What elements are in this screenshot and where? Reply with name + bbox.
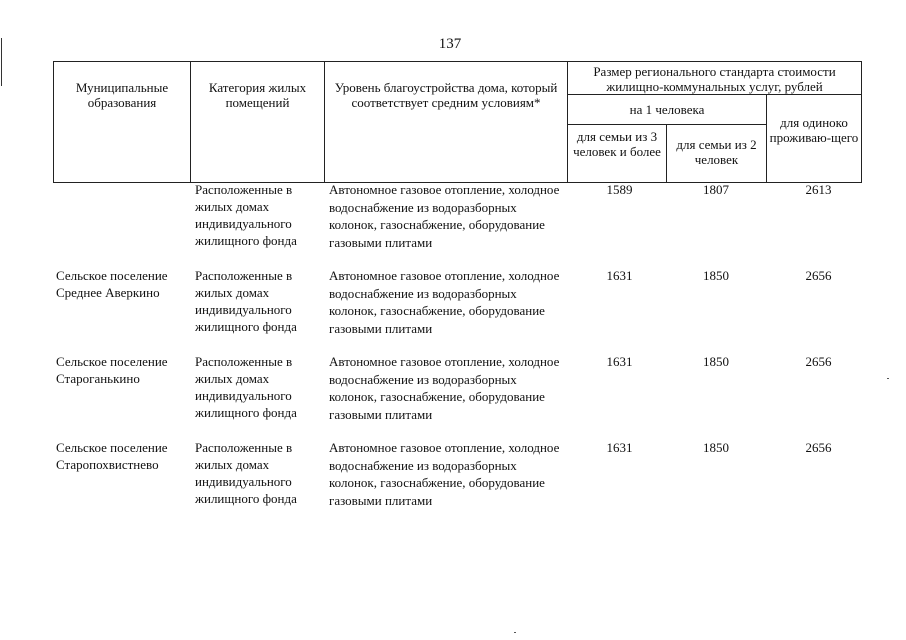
cell-category: Расположенные в жилых домах индивидуального жилищного фонда <box>195 182 297 248</box>
cell-single: 2613 <box>805 182 832 197</box>
cell-single: 2656 <box>805 354 832 369</box>
table-header <box>53 61 862 183</box>
header-family3: для семьи из 3 человек и более <box>568 125 667 183</box>
cell-municipality <box>53 181 190 267</box>
cell-family2: 1850 <box>703 268 729 283</box>
header-municipality: Муниципальные образования <box>54 62 191 183</box>
table-row <box>53 353 861 439</box>
cell-family3: 1631 <box>606 440 633 455</box>
cell-family2: 1850 <box>703 440 729 455</box>
cell-family3: 1631 <box>606 268 633 283</box>
cell-municipality: Сельское поселение Старопохвистнево <box>56 440 168 472</box>
scan-speck <box>514 632 516 633</box>
cell-level: Автономное газовое отопление, холодное водоснабжение из водоразборных колонок, газоснабжение, оборудование газовыми плитами <box>329 354 560 422</box>
cell-level: Автономное газовое отопление, холодное водоснабжение из водоразборных колонок, газоснабжение, оборудование газовыми плитами <box>329 268 560 336</box>
header-category: Категория жилых помещений <box>191 62 325 183</box>
cell-family3: 1589 <box>606 182 633 197</box>
cell-category: Расположенные в жилых домах индивидуального жилищного фонда <box>195 268 297 334</box>
cell-single: 2656 <box>805 268 832 283</box>
cell-family2: 1850 <box>703 354 729 369</box>
cell-level: Автономное газовое отопление, холодное водоснабжение из водоразборных колонок, газоснабжение, оборудование газовыми плитами <box>329 440 560 508</box>
header-level: Уровень благоустройства дома, который соответствует средним условиям* <box>325 62 568 183</box>
cell-level: Автономное газовое отопление, холодное водоснабжение из водоразборных колонок, газоснабжение, оборудование газовыми плитами <box>329 182 560 250</box>
header-single: для одиноко проживаю-щего <box>767 95 862 183</box>
cell-municipality: Сельское поселение Староганькино <box>56 354 168 386</box>
scan-speck <box>887 378 889 379</box>
table-body <box>53 181 861 525</box>
table-row <box>53 181 861 267</box>
cell-single: 2656 <box>805 440 832 455</box>
page-number: 137 <box>438 36 462 52</box>
table-row <box>53 267 861 353</box>
cell-category: Расположенные в жилых домах индивидуального жилищного фонда <box>195 354 297 420</box>
table-row <box>53 439 861 525</box>
header-per-person: на 1 человека <box>568 95 767 125</box>
cell-category: Расположенные в жилых домах индивидуального жилищного фонда <box>195 440 297 506</box>
cell-municipality: Сельское поселение Среднее Аверкино <box>56 268 168 300</box>
cell-family3: 1631 <box>606 354 633 369</box>
header-family2: для семьи из 2 человек <box>667 125 767 183</box>
header-standard: Размер регионального стандарта стоимости жилищно-коммунальных услуг, рублей <box>568 62 862 95</box>
cell-family2: 1807 <box>703 182 729 197</box>
